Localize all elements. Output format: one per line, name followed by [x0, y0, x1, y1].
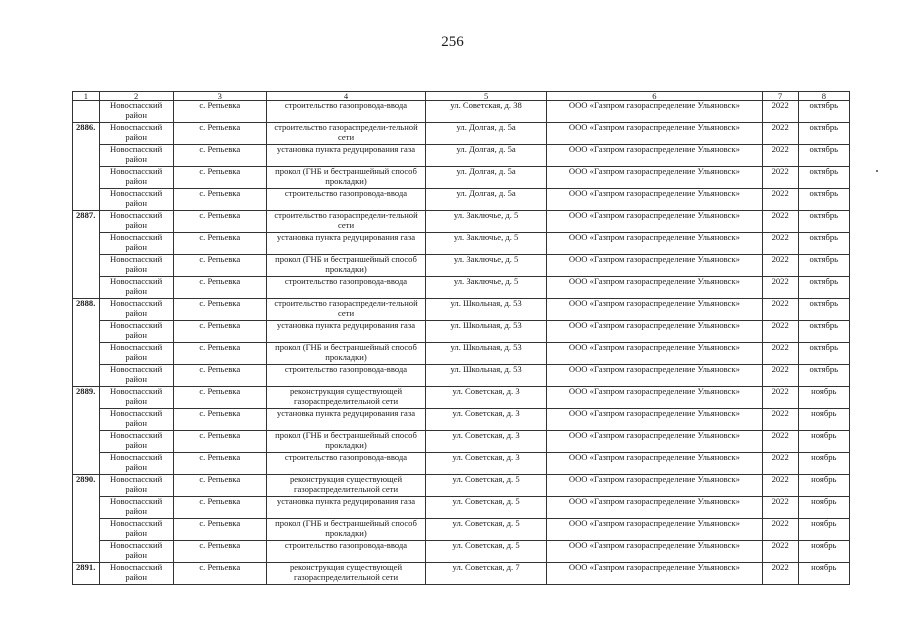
- contractor-cell: ООО «Газпром газораспределение Ульяновск»: [547, 365, 763, 387]
- locality-cell: с. Репьевка: [173, 563, 266, 585]
- work-type-cell: установка пункта редуцирования газа: [266, 233, 425, 255]
- table-row: [73, 497, 850, 519]
- item-number-cell: [73, 431, 100, 453]
- table-row: [73, 123, 850, 145]
- month-cell: октябрь: [798, 101, 849, 123]
- work-type-cell: установка пункта редуцирования газа: [266, 497, 425, 519]
- item-number-cell: [73, 167, 100, 189]
- table-row: [73, 211, 850, 233]
- work-type-cell: прокол (ГНБ и бестраншейный способ прокладки): [266, 255, 425, 277]
- item-number-cell: [73, 365, 100, 387]
- work-type-cell: прокол (ГНБ и бестраншейный способ прокладки): [266, 519, 425, 541]
- item-number-cell: [73, 189, 100, 211]
- item-number-cell: [73, 409, 100, 431]
- header-cell: 6: [547, 92, 763, 101]
- table-row: [73, 453, 850, 475]
- table-row: [73, 299, 850, 321]
- item-number-cell: [73, 321, 100, 343]
- locality-cell: с. Репьевка: [173, 299, 266, 321]
- table-row: [73, 101, 850, 123]
- work-type-cell: строительство газораспредели-тельной сети: [266, 211, 425, 233]
- header-cell: 4: [266, 92, 425, 101]
- locality-cell: с. Репьевка: [173, 387, 266, 409]
- month-cell: октябрь: [798, 299, 849, 321]
- item-number-cell: 2889.: [73, 387, 100, 409]
- year-cell: 2022: [762, 255, 798, 277]
- locality-cell: с. Репьевка: [173, 255, 266, 277]
- address-cell: ул. Заключье, д. 5: [426, 211, 547, 233]
- contractor-cell: ООО «Газпром газораспределение Ульяновск»: [547, 123, 763, 145]
- month-cell: ноябрь: [798, 453, 849, 475]
- table-row: [73, 387, 850, 409]
- address-cell: ул. Советская, д. 3: [426, 409, 547, 431]
- item-number-cell: 2886.: [73, 123, 100, 145]
- table-row: [73, 365, 850, 387]
- contractor-cell: ООО «Газпром газораспределение Ульяновск»: [547, 101, 763, 123]
- item-number-cell: [73, 145, 100, 167]
- locality-cell: с. Репьевка: [173, 123, 266, 145]
- district-cell: Новоспасский район: [99, 475, 173, 497]
- month-cell: октябрь: [798, 167, 849, 189]
- address-cell: ул. Долгая, д. 5а: [426, 123, 547, 145]
- work-type-cell: установка пункта редуцирования газа: [266, 145, 425, 167]
- district-cell: Новоспасский район: [99, 299, 173, 321]
- item-number-cell: [73, 101, 100, 123]
- item-number-cell: [73, 343, 100, 365]
- address-cell: ул. Советская, д. 7: [426, 563, 547, 585]
- contractor-cell: ООО «Газпром газораспределение Ульяновск»: [547, 211, 763, 233]
- district-cell: Новоспасский район: [99, 409, 173, 431]
- table-row: [73, 541, 850, 563]
- item-number-cell: [73, 497, 100, 519]
- contractor-cell: ООО «Газпром газораспределение Ульяновск»: [547, 409, 763, 431]
- table-row: [73, 475, 850, 497]
- contractor-cell: ООО «Газпром газораспределение Ульяновск»: [547, 277, 763, 299]
- contractor-cell: ООО «Газпром газораспределение Ульяновск»: [547, 497, 763, 519]
- district-cell: Новоспасский район: [99, 167, 173, 189]
- item-number-cell: [73, 453, 100, 475]
- district-cell: Новоспасский район: [99, 277, 173, 299]
- contractor-cell: ООО «Газпром газораспределение Ульяновск»: [547, 387, 763, 409]
- contractor-cell: ООО «Газпром газораспределение Ульяновск»: [547, 431, 763, 453]
- district-cell: Новоспасский район: [99, 255, 173, 277]
- month-cell: октябрь: [798, 123, 849, 145]
- year-cell: 2022: [762, 167, 798, 189]
- work-type-cell: строительство газопровода-ввода: [266, 541, 425, 563]
- scan-speck: [876, 170, 878, 172]
- contractor-cell: ООО «Газпром газораспределение Ульяновск»: [547, 189, 763, 211]
- year-cell: 2022: [762, 343, 798, 365]
- district-cell: Новоспасский район: [99, 387, 173, 409]
- month-cell: ноябрь: [798, 541, 849, 563]
- address-cell: ул. Заключье, д. 5: [426, 277, 547, 299]
- locality-cell: с. Репьевка: [173, 431, 266, 453]
- month-cell: ноябрь: [798, 519, 849, 541]
- year-cell: 2022: [762, 211, 798, 233]
- locality-cell: с. Репьевка: [173, 519, 266, 541]
- table-row: [73, 167, 850, 189]
- month-cell: октябрь: [798, 277, 849, 299]
- year-cell: 2022: [762, 101, 798, 123]
- header-cell: 2: [99, 92, 173, 101]
- work-type-cell: реконструкция существующей газораспределительной сети: [266, 475, 425, 497]
- address-cell: ул. Школьная, д. 53: [426, 321, 547, 343]
- month-cell: октябрь: [798, 233, 849, 255]
- year-cell: 2022: [762, 299, 798, 321]
- address-cell: ул. Школьная, д. 53: [426, 343, 547, 365]
- contractor-cell: ООО «Газпром газораспределение Ульяновск»: [547, 321, 763, 343]
- address-cell: ул. Советская, д. 5: [426, 475, 547, 497]
- month-cell: октябрь: [798, 255, 849, 277]
- month-cell: ноябрь: [798, 563, 849, 585]
- month-cell: октябрь: [798, 211, 849, 233]
- month-cell: октябрь: [798, 189, 849, 211]
- district-cell: Новоспасский район: [99, 541, 173, 563]
- month-cell: октябрь: [798, 145, 849, 167]
- district-cell: Новоспасский район: [99, 563, 173, 585]
- year-cell: 2022: [762, 145, 798, 167]
- item-number-cell: 2891.: [73, 563, 100, 585]
- contractor-cell: ООО «Газпром газораспределение Ульяновск»: [547, 233, 763, 255]
- item-number-cell: [73, 255, 100, 277]
- address-cell: ул. Долгая, д. 5а: [426, 167, 547, 189]
- table-row: [73, 145, 850, 167]
- header-row: [73, 92, 850, 101]
- year-cell: 2022: [762, 233, 798, 255]
- locality-cell: с. Репьевка: [173, 541, 266, 563]
- address-cell: ул. Школьная, д. 53: [426, 365, 547, 387]
- locality-cell: с. Репьевка: [173, 167, 266, 189]
- address-cell: ул. Советская, д. 5: [426, 541, 547, 563]
- district-cell: Новоспасский район: [99, 123, 173, 145]
- district-cell: Новоспасский район: [99, 321, 173, 343]
- district-cell: Новоспасский район: [99, 145, 173, 167]
- work-type-cell: прокол (ГНБ и бестраншейный способ прокладки): [266, 431, 425, 453]
- work-type-cell: строительство газопровода-ввода: [266, 101, 425, 123]
- year-cell: 2022: [762, 321, 798, 343]
- year-cell: 2022: [762, 387, 798, 409]
- table-row: [73, 255, 850, 277]
- year-cell: 2022: [762, 277, 798, 299]
- year-cell: 2022: [762, 453, 798, 475]
- header-cell: 3: [173, 92, 266, 101]
- year-cell: 2022: [762, 519, 798, 541]
- header-cell: 7: [762, 92, 798, 101]
- district-cell: Новоспасский район: [99, 453, 173, 475]
- contractor-cell: ООО «Газпром газораспределение Ульяновск»: [547, 453, 763, 475]
- locality-cell: с. Репьевка: [173, 189, 266, 211]
- item-number-cell: 2888.: [73, 299, 100, 321]
- contractor-cell: ООО «Газпром газораспределение Ульяновск»: [547, 343, 763, 365]
- year-cell: 2022: [762, 365, 798, 387]
- district-cell: Новоспасский район: [99, 211, 173, 233]
- address-cell: ул. Советская, д. 38: [426, 101, 547, 123]
- locality-cell: с. Репьевка: [173, 145, 266, 167]
- table-row: [73, 189, 850, 211]
- address-cell: ул. Долгая, д. 5а: [426, 189, 547, 211]
- table-row: [73, 519, 850, 541]
- district-cell: Новоспасский район: [99, 101, 173, 123]
- item-number-cell: 2890.: [73, 475, 100, 497]
- header-cell: 8: [798, 92, 849, 101]
- district-cell: Новоспасский район: [99, 365, 173, 387]
- address-cell: ул. Заключье, д. 5: [426, 255, 547, 277]
- table-row: [73, 277, 850, 299]
- item-number-cell: 2887.: [73, 211, 100, 233]
- month-cell: октябрь: [798, 321, 849, 343]
- item-number-cell: [73, 519, 100, 541]
- table-row: [73, 343, 850, 365]
- work-type-cell: строительство газораспредели-тельной сети: [266, 123, 425, 145]
- table-body: [73, 92, 850, 585]
- district-cell: Новоспасский район: [99, 233, 173, 255]
- district-cell: Новоспасский район: [99, 431, 173, 453]
- contractor-cell: ООО «Газпром газораспределение Ульяновск»: [547, 255, 763, 277]
- district-cell: Новоспасский район: [99, 189, 173, 211]
- month-cell: ноябрь: [798, 409, 849, 431]
- work-type-cell: прокол (ГНБ и бестраншейный способ прокладки): [266, 167, 425, 189]
- work-type-cell: реконструкция существующей газораспределительной сети: [266, 563, 425, 585]
- work-type-cell: строительство газораспредели-тельной сети: [266, 299, 425, 321]
- contractor-cell: ООО «Газпром газораспределение Ульяновск»: [547, 145, 763, 167]
- year-cell: 2022: [762, 475, 798, 497]
- work-type-cell: строительство газопровода-ввода: [266, 365, 425, 387]
- locality-cell: с. Репьевка: [173, 343, 266, 365]
- year-cell: 2022: [762, 497, 798, 519]
- contractor-cell: ООО «Газпром газораспределение Ульяновск»: [547, 541, 763, 563]
- table-row: [73, 321, 850, 343]
- month-cell: ноябрь: [798, 475, 849, 497]
- district-cell: Новоспасский район: [99, 519, 173, 541]
- item-number-cell: [73, 233, 100, 255]
- address-cell: ул. Школьная, д. 53: [426, 299, 547, 321]
- month-cell: октябрь: [798, 343, 849, 365]
- locality-cell: с. Репьевка: [173, 233, 266, 255]
- work-type-cell: установка пункта редуцирования газа: [266, 321, 425, 343]
- locality-cell: с. Репьевка: [173, 453, 266, 475]
- year-cell: 2022: [762, 409, 798, 431]
- work-type-cell: строительство газопровода-ввода: [266, 189, 425, 211]
- locality-cell: с. Репьевка: [173, 321, 266, 343]
- contractor-cell: ООО «Газпром газораспределение Ульяновск»: [547, 475, 763, 497]
- month-cell: ноябрь: [798, 431, 849, 453]
- work-type-cell: строительство газопровода-ввода: [266, 277, 425, 299]
- work-type-cell: установка пункта редуцирования газа: [266, 409, 425, 431]
- locality-cell: с. Репьевка: [173, 365, 266, 387]
- page-number: 256: [441, 34, 464, 50]
- contractor-cell: ООО «Газпром газораспределение Ульяновск»: [547, 519, 763, 541]
- address-cell: ул. Заключье, д. 5: [426, 233, 547, 255]
- locality-cell: с. Репьевка: [173, 277, 266, 299]
- district-cell: Новоспасский район: [99, 343, 173, 365]
- address-cell: ул. Советская, д. 3: [426, 387, 547, 409]
- locality-cell: с. Репьевка: [173, 475, 266, 497]
- header-cell: 1: [73, 92, 100, 101]
- contractor-cell: ООО «Газпром газораспределение Ульяновск»: [547, 299, 763, 321]
- address-cell: ул. Советская, д. 5: [426, 519, 547, 541]
- locality-cell: с. Репьевка: [173, 211, 266, 233]
- item-number-cell: [73, 277, 100, 299]
- table-row: [73, 409, 850, 431]
- work-type-cell: реконструкция существующей газораспределительной сети: [266, 387, 425, 409]
- year-cell: 2022: [762, 431, 798, 453]
- work-type-cell: прокол (ГНБ и бестраншейный способ прокладки): [266, 343, 425, 365]
- locality-cell: с. Репьевка: [173, 497, 266, 519]
- locality-cell: с. Репьевка: [173, 409, 266, 431]
- district-cell: Новоспасский район: [99, 497, 173, 519]
- year-cell: 2022: [762, 123, 798, 145]
- year-cell: 2022: [762, 189, 798, 211]
- year-cell: 2022: [762, 563, 798, 585]
- item-number-cell: [73, 541, 100, 563]
- header-cell: 5: [426, 92, 547, 101]
- table-row: [73, 563, 850, 585]
- contractor-cell: ООО «Газпром газораспределение Ульяновск»: [547, 167, 763, 189]
- address-cell: ул. Советская, д. 3: [426, 431, 547, 453]
- year-cell: 2022: [762, 541, 798, 563]
- table-row: [73, 233, 850, 255]
- address-cell: ул. Советская, д. 5: [426, 497, 547, 519]
- address-cell: ул. Советская, д. 3: [426, 453, 547, 475]
- locality-cell: с. Репьевка: [173, 101, 266, 123]
- month-cell: ноябрь: [798, 497, 849, 519]
- month-cell: ноябрь: [798, 387, 849, 409]
- works-table: [72, 91, 850, 585]
- work-type-cell: строительство газопровода-ввода: [266, 453, 425, 475]
- month-cell: октябрь: [798, 365, 849, 387]
- table-row: [73, 431, 850, 453]
- contractor-cell: ООО «Газпром газораспределение Ульяновск»: [547, 563, 763, 585]
- address-cell: ул. Долгая, д. 5а: [426, 145, 547, 167]
